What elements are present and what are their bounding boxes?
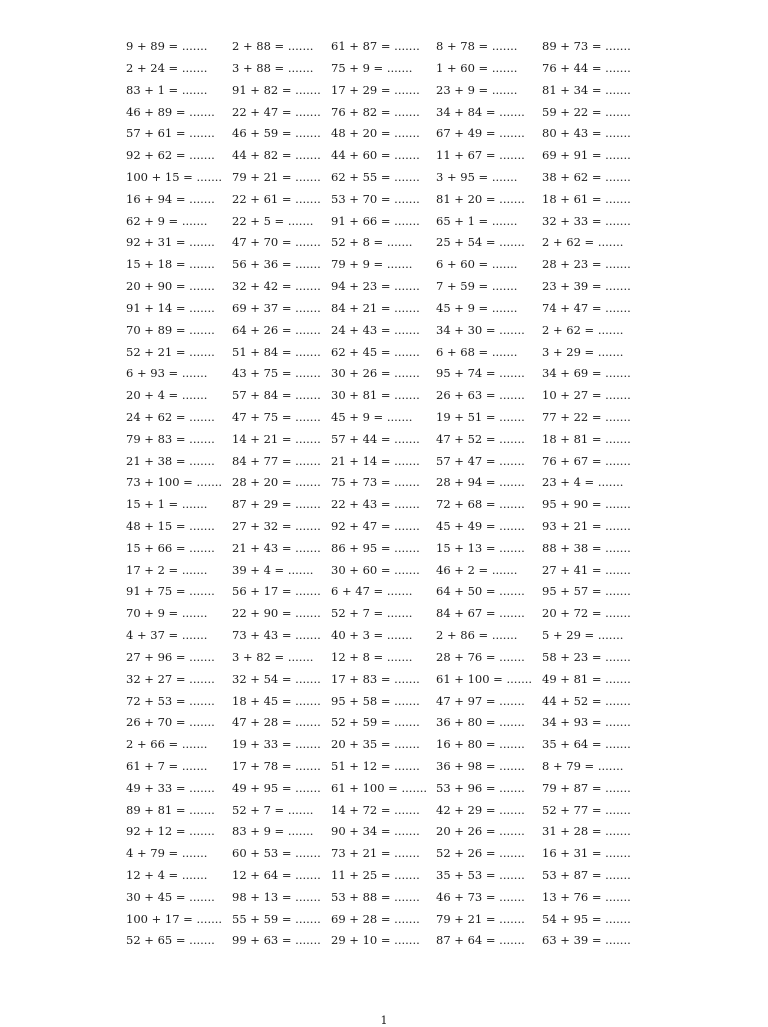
addition-problem: 94 + 23 = .......: [331, 279, 420, 294]
addition-problem: 52 + 21 = .......: [126, 344, 215, 359]
addition-problem: 79 + 9 = .......: [331, 257, 413, 272]
addition-problem: 24 + 43 = .......: [331, 322, 420, 337]
addition-problem: 44 + 60 = .......: [331, 148, 420, 163]
addition-problem: 2 + 66 = .......: [126, 737, 208, 752]
addition-problem: 61 + 7 = .......: [126, 758, 208, 773]
addition-problem: 52 + 65 = .......: [126, 933, 215, 948]
problem-row: [126, 756, 646, 778]
addition-problem: 62 + 45 = .......: [331, 344, 420, 359]
addition-problem: 62 + 55 = .......: [331, 170, 420, 185]
addition-problem: 28 + 94 = .......: [436, 475, 525, 490]
addition-problem: 64 + 50 = .......: [436, 584, 525, 599]
problem-row: [126, 429, 646, 451]
addition-problem: 20 + 26 = .......: [436, 824, 525, 839]
problem-row: [126, 80, 646, 102]
addition-problem: 15 + 18 = .......: [126, 257, 215, 272]
problem-row: [126, 778, 646, 800]
addition-problem: 47 + 97 = .......: [436, 693, 525, 708]
addition-problem: 42 + 29 = .......: [436, 802, 525, 817]
problem-row: [126, 603, 646, 625]
addition-problem: 15 + 13 = .......: [436, 540, 525, 555]
addition-problem: 73 + 100 = .......: [126, 475, 223, 490]
addition-problem: 76 + 82 = .......: [331, 104, 420, 119]
addition-problem: 63 + 39 = .......: [542, 933, 631, 948]
addition-problem: 27 + 96 = .......: [126, 649, 215, 664]
problem-row: [126, 581, 646, 603]
problem-row: [126, 385, 646, 407]
addition-problem: 2 + 62 = .......: [542, 235, 624, 250]
addition-problem: 20 + 72 = .......: [542, 606, 631, 621]
addition-problem: 17 + 83 = .......: [331, 671, 420, 686]
addition-problem: 91 + 75 = .......: [126, 584, 215, 599]
problem-row: [126, 712, 646, 734]
addition-problem: 32 + 33 = .......: [542, 213, 631, 228]
problem-row: [126, 407, 646, 429]
addition-problem: 34 + 69 = .......: [542, 366, 631, 381]
addition-problem: 3 + 88 = .......: [232, 60, 314, 75]
problem-row: [126, 647, 646, 669]
problem-row: [126, 560, 646, 582]
addition-problem: 62 + 9 = .......: [126, 213, 208, 228]
addition-problem: 47 + 75 = .......: [232, 409, 321, 424]
addition-problem: 12 + 8 = .......: [331, 649, 413, 664]
addition-problem: 7 + 59 = .......: [436, 279, 518, 294]
addition-problem: 87 + 64 = .......: [436, 933, 525, 948]
addition-problem: 3 + 29 = .......: [542, 344, 624, 359]
addition-problem: 79 + 83 = .......: [126, 431, 215, 446]
addition-problem: 16 + 94 = .......: [126, 191, 215, 206]
problem-row: [126, 58, 646, 80]
problem-row: [126, 538, 646, 560]
addition-problem: 44 + 82 = .......: [232, 148, 321, 163]
addition-problem: 69 + 28 = .......: [331, 911, 420, 926]
addition-problem: 92 + 47 = .......: [331, 519, 420, 534]
addition-problem: 95 + 90 = .......: [542, 497, 631, 512]
problem-row: [126, 254, 646, 276]
problem-row: [126, 298, 646, 320]
addition-problem: 84 + 21 = .......: [331, 300, 420, 315]
addition-problem: 3 + 82 = .......: [232, 649, 314, 664]
addition-problem: 77 + 22 = .......: [542, 409, 631, 424]
problem-row: [126, 494, 646, 516]
addition-problem: 92 + 12 = .......: [126, 824, 215, 839]
addition-problem: 21 + 38 = .......: [126, 453, 215, 468]
addition-problem: 6 + 68 = .......: [436, 344, 518, 359]
problem-row: [126, 690, 646, 712]
addition-problem: 79 + 21 = .......: [436, 911, 525, 926]
addition-problem: 76 + 67 = .......: [542, 453, 631, 468]
addition-problem: 46 + 59 = .......: [232, 126, 321, 141]
addition-problem: 14 + 21 = .......: [232, 431, 321, 446]
addition-problem: 36 + 80 = .......: [436, 715, 525, 730]
addition-problem: 83 + 1 = .......: [126, 82, 208, 97]
addition-problem: 80 + 43 = .......: [542, 126, 631, 141]
addition-problem: 25 + 54 = .......: [436, 235, 525, 250]
problem-row: [126, 232, 646, 254]
addition-problem: 30 + 45 = .......: [126, 889, 215, 904]
addition-problem: 16 + 80 = .......: [436, 737, 525, 752]
addition-problem: 53 + 88 = .......: [331, 889, 420, 904]
addition-problem: 35 + 53 = .......: [436, 868, 525, 883]
addition-problem: 100 + 15 = .......: [126, 170, 223, 185]
addition-problem: 99 + 63 = .......: [232, 933, 321, 948]
addition-problem: 20 + 35 = .......: [331, 737, 420, 752]
addition-problem: 95 + 74 = .......: [436, 366, 525, 381]
problem-row: [126, 211, 646, 233]
addition-problem: 32 + 27 = .......: [126, 671, 215, 686]
addition-problem: 91 + 66 = .......: [331, 213, 420, 228]
addition-problem: 88 + 38 = .......: [542, 540, 631, 555]
problem-row: [126, 821, 646, 843]
addition-problem: 72 + 53 = .......: [126, 693, 215, 708]
addition-problem: 30 + 60 = .......: [331, 562, 420, 577]
addition-problem: 55 + 59 = .......: [232, 911, 321, 926]
addition-problem: 38 + 62 = .......: [542, 170, 631, 185]
addition-problem: 46 + 89 = .......: [126, 104, 215, 119]
addition-problem: 10 + 27 = .......: [542, 388, 631, 403]
addition-problem: 65 + 1 = .......: [436, 213, 518, 228]
problem-row: [126, 472, 646, 494]
addition-problem: 92 + 62 = .......: [126, 148, 215, 163]
addition-problem: 43 + 75 = .......: [232, 366, 321, 381]
addition-problem: 21 + 43 = .......: [232, 540, 321, 555]
addition-problem: 34 + 84 = .......: [436, 104, 525, 119]
problem-row: [126, 843, 646, 865]
addition-problem: 36 + 98 = .......: [436, 758, 525, 773]
addition-problem: 6 + 47 = .......: [331, 584, 413, 599]
addition-problem: 54 + 95 = .......: [542, 911, 631, 926]
addition-problem: 40 + 3 = .......: [331, 628, 413, 643]
addition-problem: 34 + 93 = .......: [542, 715, 631, 730]
addition-problem: 29 + 10 = .......: [331, 933, 420, 948]
addition-problem: 87 + 29 = .......: [232, 497, 321, 512]
addition-problem: 61 + 87 = .......: [331, 39, 420, 54]
addition-problem: 93 + 21 = .......: [542, 519, 631, 534]
addition-problem: 70 + 89 = .......: [126, 322, 215, 337]
problem-row: [126, 189, 646, 211]
addition-problem: 81 + 20 = .......: [436, 191, 525, 206]
addition-problem: 12 + 64 = .......: [232, 868, 321, 883]
addition-problem: 67 + 49 = .......: [436, 126, 525, 141]
problem-row: [126, 669, 646, 691]
addition-problem: 2 + 86 = .......: [436, 628, 518, 643]
addition-problem: 52 + 77 = .......: [542, 802, 631, 817]
addition-problem: 21 + 14 = .......: [331, 453, 420, 468]
addition-problem: 75 + 73 = .......: [331, 475, 420, 490]
problem-row: [126, 450, 646, 472]
addition-problem: 98 + 13 = .......: [232, 889, 321, 904]
addition-problem: 81 + 34 = .......: [542, 82, 631, 97]
addition-problem: 26 + 70 = .......: [126, 715, 215, 730]
addition-problem: 92 + 31 = .......: [126, 235, 215, 250]
addition-problem: 79 + 87 = .......: [542, 780, 631, 795]
addition-problem: 6 + 60 = .......: [436, 257, 518, 272]
addition-problem: 53 + 87 = .......: [542, 868, 631, 883]
addition-problem: 39 + 4 = .......: [232, 562, 314, 577]
problem-row: [126, 930, 646, 952]
addition-problem: 18 + 45 = .......: [232, 693, 321, 708]
addition-problem: 53 + 96 = .......: [436, 780, 525, 795]
addition-problem: 56 + 36 = .......: [232, 257, 321, 272]
addition-problem: 15 + 1 = .......: [126, 497, 208, 512]
addition-problem: 74 + 47 = .......: [542, 300, 631, 315]
addition-problem: 84 + 67 = .......: [436, 606, 525, 621]
addition-problem: 86 + 95 = .......: [331, 540, 420, 555]
problem-row: [126, 909, 646, 931]
addition-problem: 58 + 23 = .......: [542, 649, 631, 664]
problem-row: [126, 320, 646, 342]
addition-problem: 47 + 28 = .......: [232, 715, 321, 730]
addition-problem: 52 + 26 = .......: [436, 846, 525, 861]
addition-problem: 22 + 43 = .......: [331, 497, 420, 512]
addition-problem: 6 + 93 = .......: [126, 366, 208, 381]
addition-problem: 14 + 72 = .......: [331, 802, 420, 817]
addition-problem: 20 + 4 = .......: [126, 388, 208, 403]
addition-problem: 8 + 78 = .......: [436, 39, 518, 54]
addition-problem: 24 + 62 = .......: [126, 409, 215, 424]
addition-problem: 57 + 44 = .......: [331, 431, 420, 446]
addition-problem: 49 + 81 = .......: [542, 671, 631, 686]
addition-problem: 20 + 90 = .......: [126, 279, 215, 294]
addition-problem: 2 + 24 = .......: [126, 60, 208, 75]
page-number: 1: [380, 1014, 388, 1027]
problem-row: [126, 799, 646, 821]
addition-problem: 57 + 84 = .......: [232, 388, 321, 403]
addition-problem: 27 + 41 = .......: [542, 562, 631, 577]
addition-problem: 72 + 68 = .......: [436, 497, 525, 512]
addition-problem: 89 + 73 = .......: [542, 39, 631, 54]
addition-problem: 18 + 81 = .......: [542, 431, 631, 446]
addition-problem: 4 + 79 = .......: [126, 846, 208, 861]
addition-problem: 91 + 14 = .......: [126, 300, 215, 315]
addition-problem: 52 + 7 = .......: [232, 802, 314, 817]
addition-problem: 46 + 2 = .......: [436, 562, 518, 577]
addition-problem: 46 + 73 = .......: [436, 889, 525, 904]
addition-problem: 57 + 61 = .......: [126, 126, 215, 141]
addition-problem: 19 + 33 = .......: [232, 737, 321, 752]
problem-row: [126, 145, 646, 167]
addition-problem: 4 + 37 = .......: [126, 628, 208, 643]
addition-problem: 1 + 60 = .......: [436, 60, 518, 75]
addition-problem: 30 + 81 = .......: [331, 388, 420, 403]
addition-problem: 48 + 20 = .......: [331, 126, 420, 141]
addition-problem: 34 + 30 = .......: [436, 322, 525, 337]
addition-problem: 26 + 63 = .......: [436, 388, 525, 403]
problem-row: [126, 341, 646, 363]
addition-problem: 5 + 29 = .......: [542, 628, 624, 643]
addition-problem: 23 + 39 = .......: [542, 279, 631, 294]
addition-problem: 44 + 52 = .......: [542, 693, 631, 708]
addition-problem: 69 + 91 = .......: [542, 148, 631, 163]
addition-problem: 30 + 26 = .......: [331, 366, 420, 381]
addition-problem: 2 + 88 = .......: [232, 39, 314, 54]
addition-problem: 9 + 89 = .......: [126, 39, 208, 54]
addition-problem: 64 + 26 = .......: [232, 322, 321, 337]
addition-problem: 13 + 76 = .......: [542, 889, 631, 904]
addition-problem: 17 + 2 = .......: [126, 562, 208, 577]
addition-problem: 11 + 67 = .......: [436, 148, 525, 163]
addition-problem: 15 + 66 = .......: [126, 540, 215, 555]
addition-worksheet: [126, 36, 646, 952]
addition-problem: 2 + 62 = .......: [542, 322, 624, 337]
addition-problem: 53 + 70 = .......: [331, 191, 420, 206]
addition-problem: 47 + 70 = .......: [232, 235, 321, 250]
addition-problem: 51 + 84 = .......: [232, 344, 321, 359]
addition-problem: 23 + 4 = .......: [542, 475, 624, 490]
addition-problem: 45 + 9 = .......: [331, 409, 413, 424]
addition-problem: 32 + 54 = .......: [232, 671, 321, 686]
addition-problem: 28 + 20 = .......: [232, 475, 321, 490]
addition-problem: 45 + 9 = .......: [436, 300, 518, 315]
addition-problem: 49 + 33 = .......: [126, 780, 215, 795]
addition-problem: 28 + 23 = .......: [542, 257, 631, 272]
addition-problem: 73 + 43 = .......: [232, 628, 321, 643]
problem-row: [126, 516, 646, 538]
addition-problem: 90 + 34 = .......: [331, 824, 420, 839]
addition-problem: 18 + 61 = .......: [542, 191, 631, 206]
addition-problem: 79 + 21 = .......: [232, 170, 321, 185]
addition-problem: 69 + 37 = .......: [232, 300, 321, 315]
addition-problem: 8 + 79 = .......: [542, 758, 624, 773]
addition-problem: 19 + 51 = .......: [436, 409, 525, 424]
addition-problem: 47 + 52 = .......: [436, 431, 525, 446]
addition-problem: 100 + 17 = .......: [126, 911, 223, 926]
addition-problem: 27 + 32 = .......: [232, 519, 321, 534]
problem-row: [126, 167, 646, 189]
problem-row: [126, 887, 646, 909]
addition-problem: 84 + 77 = .......: [232, 453, 321, 468]
problem-row: [126, 865, 646, 887]
addition-problem: 52 + 59 = .......: [331, 715, 420, 730]
addition-problem: 61 + 100 = .......: [436, 671, 533, 686]
addition-problem: 51 + 12 = .......: [331, 758, 420, 773]
addition-problem: 3 + 95 = .......: [436, 170, 518, 185]
addition-problem: 48 + 15 = .......: [126, 519, 215, 534]
addition-problem: 35 + 64 = .......: [542, 737, 631, 752]
problem-row: [126, 36, 646, 58]
addition-problem: 83 + 9 = .......: [232, 824, 314, 839]
addition-problem: 95 + 58 = .......: [331, 693, 420, 708]
addition-problem: 52 + 7 = .......: [331, 606, 413, 621]
addition-problem: 12 + 4 = .......: [126, 868, 208, 883]
addition-problem: 11 + 25 = .......: [331, 868, 420, 883]
addition-problem: 31 + 28 = .......: [542, 824, 631, 839]
addition-problem: 56 + 17 = .......: [232, 584, 321, 599]
problem-row: [126, 101, 646, 123]
problem-row: [126, 625, 646, 647]
problem-row: [126, 123, 646, 145]
addition-problem: 49 + 95 = .......: [232, 780, 321, 795]
addition-problem: 70 + 9 = .......: [126, 606, 208, 621]
addition-problem: 32 + 42 = .......: [232, 279, 321, 294]
addition-problem: 75 + 9 = .......: [331, 60, 413, 75]
addition-problem: 73 + 21 = .......: [331, 846, 420, 861]
addition-problem: 45 + 49 = .......: [436, 519, 525, 534]
addition-problem: 22 + 47 = .......: [232, 104, 321, 119]
problem-row: [126, 276, 646, 298]
problem-row: [126, 734, 646, 756]
problem-row: [126, 363, 646, 385]
addition-problem: 52 + 8 = .......: [331, 235, 413, 250]
addition-problem: 91 + 82 = .......: [232, 82, 321, 97]
addition-problem: 61 + 100 = .......: [331, 780, 428, 795]
addition-problem: 22 + 61 = .......: [232, 191, 321, 206]
addition-problem: 17 + 29 = .......: [331, 82, 420, 97]
addition-problem: 28 + 76 = .......: [436, 649, 525, 664]
addition-problem: 17 + 78 = .......: [232, 758, 321, 773]
addition-problem: 95 + 57 = .......: [542, 584, 631, 599]
addition-problem: 57 + 47 = .......: [436, 453, 525, 468]
addition-problem: 23 + 9 = .......: [436, 82, 518, 97]
addition-problem: 59 + 22 = .......: [542, 104, 631, 119]
addition-problem: 16 + 31 = .......: [542, 846, 631, 861]
addition-problem: 76 + 44 = .......: [542, 60, 631, 75]
addition-problem: 89 + 81 = .......: [126, 802, 215, 817]
addition-problem: 22 + 90 = .......: [232, 606, 321, 621]
addition-problem: 22 + 5 = .......: [232, 213, 314, 228]
addition-problem: 60 + 53 = .......: [232, 846, 321, 861]
